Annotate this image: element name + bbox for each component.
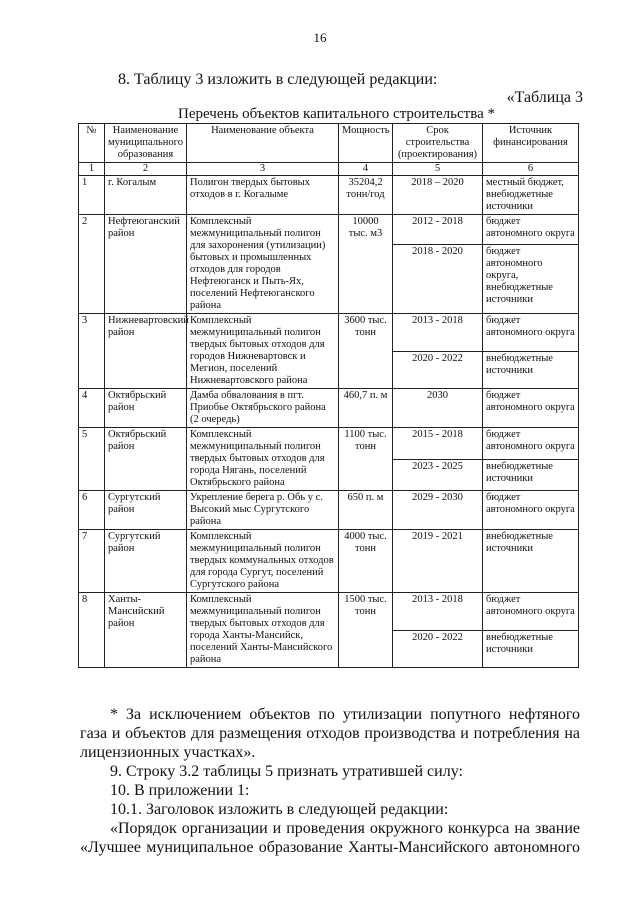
column-number: 5 bbox=[393, 163, 483, 176]
period-cell: 2018 - 2020 bbox=[393, 244, 483, 313]
period-cell: 2013 - 2018 bbox=[393, 593, 483, 631]
capacity-cell: 460,7 п. м bbox=[339, 389, 393, 428]
municipality-cell: Нефтеюганский район bbox=[105, 215, 187, 314]
paragraph: 9. Строку 3.2 таблицы 5 признать утратившей силу: bbox=[110, 763, 463, 780]
capacity-cell: 4000 тыс. тонн bbox=[339, 530, 393, 593]
capacity-cell: 3600 тыс. тонн bbox=[339, 314, 393, 389]
period-cell: 2020 - 2022 bbox=[393, 630, 483, 668]
object-cell: Комплексный межмуниципальный полигон твердых бытовых отходов для городов Нижневартовск и Мегион, поселений Нижневартовского района bbox=[187, 314, 339, 389]
row-number: 5 bbox=[79, 428, 105, 491]
funding-source-cell: внебюджетные источники bbox=[483, 530, 579, 593]
column-number-row bbox=[79, 163, 579, 176]
column-number: 4 bbox=[339, 163, 393, 176]
row-number: 2 bbox=[79, 215, 105, 314]
column-number: 3 bbox=[187, 163, 339, 176]
table-reference: «Таблица 3 bbox=[506, 89, 583, 106]
funding-source-cell: бюджет автономного округа bbox=[483, 593, 579, 631]
column-number: 6 bbox=[483, 163, 579, 176]
page-number: 16 bbox=[313, 30, 327, 45]
table-row bbox=[79, 389, 579, 428]
row-number: 8 bbox=[79, 593, 105, 668]
object-cell: Полигон твердых бытовых отходов в г. Когалыме bbox=[187, 176, 339, 215]
period-cell: 2013 - 2018 bbox=[393, 314, 483, 352]
footnote-paragraph: * За исключением объектов по утилизации попутного нефтяного газа и объектов для размещения отходов производства и потребления на лицензионных участках». bbox=[80, 706, 580, 761]
funding-source-cell: бюджет автономного округа bbox=[483, 428, 579, 460]
funding-source-cell: местный бюджет, внебюджетные источники bbox=[483, 176, 579, 215]
table-row bbox=[79, 215, 579, 245]
column-header: № bbox=[79, 124, 105, 163]
body-text bbox=[80, 705, 580, 857]
funding-source-cell: бюджет автономного округа, внебюджетные источники bbox=[483, 244, 579, 313]
row-number: 4 bbox=[79, 389, 105, 428]
object-cell: Укрепление берега р. Обь у с. Высокий мыс Сургутского района bbox=[187, 491, 339, 530]
period-cell: 2023 - 2025 bbox=[393, 459, 483, 491]
column-header: Источник финансирования bbox=[483, 124, 579, 163]
capacity-cell: 1100 тыс. тонн bbox=[339, 428, 393, 491]
column-number: 1 bbox=[79, 163, 105, 176]
period-cell: 2029 - 2030 bbox=[393, 491, 483, 530]
period-cell: 2012 - 2018 bbox=[393, 215, 483, 245]
object-cell: Комплексный межмуниципальный полигон для захоронения (утилизации) бытовых и промышленных отходов для городов Нефтеюганск и Пыть-Ях, поселений Нефтеюганского района bbox=[187, 215, 339, 314]
municipality-cell: г. Когалым bbox=[105, 176, 187, 215]
period-cell: 2020 - 2022 bbox=[393, 351, 483, 389]
paragraph: 10.1. Заголовок изложить в следующей редакции: bbox=[110, 801, 449, 818]
capacity-cell: 35204,2 тонн/год bbox=[339, 176, 393, 215]
table-row bbox=[79, 593, 579, 631]
period-cell: 2019 - 2021 bbox=[393, 530, 483, 593]
object-cell: Дамба обвалования в пгт. Приобье Октябрьского района (2 очередь) bbox=[187, 389, 339, 428]
period-cell: 2030 bbox=[393, 389, 483, 428]
object-cell: Комплексный межмуниципальный полигон твердых бытовых отходов для города Нягань, поселений Октябрьского района bbox=[187, 428, 339, 491]
column-header: Наименование объекта bbox=[187, 124, 339, 163]
capacity-cell: 10000 тыс. м3 bbox=[339, 215, 393, 314]
row-number: 3 bbox=[79, 314, 105, 389]
funding-source-cell: бюджет автономного округа bbox=[483, 491, 579, 530]
municipality-cell: Ханты-Мансийский район bbox=[105, 593, 187, 668]
funding-source-cell: бюджет автономного округа bbox=[483, 389, 579, 428]
table-row bbox=[79, 314, 579, 352]
column-header: Мощность bbox=[339, 124, 393, 163]
funding-source-cell: внебюджетные источники bbox=[483, 351, 579, 389]
funding-source-cell: бюджет автономного округа bbox=[483, 215, 579, 245]
period-cell: 2015 - 2018 bbox=[393, 428, 483, 460]
table-row bbox=[79, 530, 579, 593]
municipality-cell: Сургутский район bbox=[105, 491, 187, 530]
municipality-cell: Нижневартовский район bbox=[105, 314, 187, 389]
object-cell: Комплексный межмуниципальный полигон твердых коммунальных отходов для города Сургут, поселений Сургутского района bbox=[187, 530, 339, 593]
municipality-cell: Октябрьский район bbox=[105, 428, 187, 491]
municipality-cell: Сургутский район bbox=[105, 530, 187, 593]
paragraph: 10. В приложении 1: bbox=[110, 782, 250, 799]
object-cell: Комплексный межмуниципальный полигон твердых бытовых отходов для города Ханты-Мансийск, поселений Ханты-Мансийского района bbox=[187, 593, 339, 668]
column-header: Наименование муниципального образования bbox=[105, 124, 187, 163]
table-row bbox=[79, 491, 579, 530]
municipality-cell: Октябрьский район bbox=[105, 389, 187, 428]
row-number: 6 bbox=[79, 491, 105, 530]
row-number: 1 bbox=[79, 176, 105, 215]
period-cell: 2018 – 2020 bbox=[393, 176, 483, 215]
table-body bbox=[79, 176, 579, 668]
table-row bbox=[79, 428, 579, 460]
paragraph: «Порядок организации и проведения окружного конкурса на звание «Лучшее муниципальное образование Ханты-Мансийского автономного bbox=[80, 820, 580, 856]
table-caption: Перечень объектов капитального строительства * bbox=[178, 106, 495, 122]
table-row bbox=[79, 176, 579, 215]
funding-source-cell: внебюджетные источники bbox=[483, 459, 579, 491]
column-number: 2 bbox=[105, 163, 187, 176]
section-heading: 8. Таблицу 3 изложить в следующей редакции: bbox=[118, 71, 438, 88]
column-header: Срок строительства (проектирования) bbox=[393, 124, 483, 163]
table-header-row bbox=[79, 124, 579, 163]
capacity-cell: 650 п. м bbox=[339, 491, 393, 530]
capacity-cell: 1500 тыс. тонн bbox=[339, 593, 393, 668]
funding-source-cell: бюджет автономного округа bbox=[483, 314, 579, 352]
row-number: 7 bbox=[79, 530, 105, 593]
funding-source-cell: внебюджетные источники bbox=[483, 630, 579, 668]
capital-construction-table bbox=[78, 123, 579, 668]
